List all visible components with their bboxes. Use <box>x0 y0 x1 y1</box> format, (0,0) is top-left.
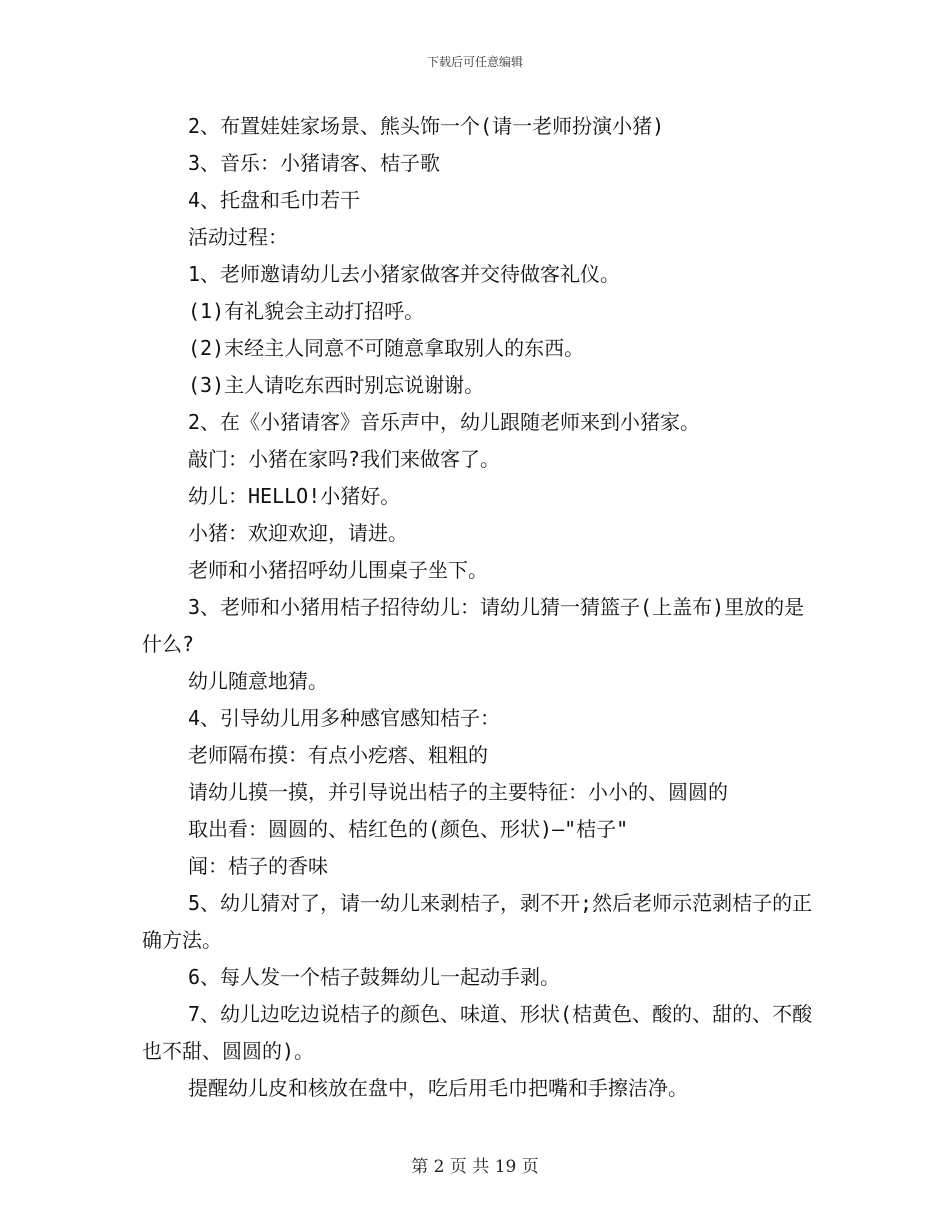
paragraph: (3)主人请吃东西时别忘说谢谢。 <box>188 373 485 397</box>
paragraph: 6、每人发一个桔子鼓舞幼儿一起动手剥。 <box>188 965 561 989</box>
paragraph: 7、幼儿边吃边说桔子的颜色、味道、形状(桔黄色、酸的、甜的、不酸也不甜、圆圆的)。 <box>142 1002 813 1063</box>
paragraph: 提醒幼儿皮和核放在盘中，吃后用毛巾把嘴和手擦洁净。 <box>188 1076 688 1100</box>
paragraph: 请幼儿摸一摸，并引导说出桔子的主要特征：小小的、圆圆的 <box>188 780 728 804</box>
paragraph: 5、幼儿猜对了，请一幼儿来剥桔子，剥不开;然后老师示范剥桔子的正确方法。 <box>142 891 813 952</box>
section-heading: 活动过程： <box>188 225 288 249</box>
paragraph: (1)有礼貌会主动打招呼。 <box>188 299 425 323</box>
paragraph: 小猪：欢迎欢迎，请进。 <box>188 521 408 545</box>
paragraph: 1、老师邀请幼儿去小猪家做客并交待做客礼仪。 <box>188 262 621 286</box>
paragraph: 3、音乐：小猪请客、桔子歌 <box>188 151 441 175</box>
paragraph: 幼儿：HELLO!小猪好。 <box>188 484 401 508</box>
paragraph: 幼儿随意地猜。 <box>188 669 328 693</box>
paragraph: 4、托盘和毛巾若干 <box>188 188 361 212</box>
paragraph: 老师隔布摸：有点小疙瘩、粗粗的 <box>188 743 488 767</box>
paragraph: 2、布置娃娃家场景、熊头饰一个(请一老师扮演小猪) <box>188 114 665 138</box>
paragraph: (2)末经主人同意不可随意拿取别人的东西。 <box>188 336 585 360</box>
paragraph: 3、老师和小猪用桔子招待幼儿：请幼儿猜一猜篮子(上盖布)里放的是什么? <box>142 595 805 656</box>
document-body <box>142 108 822 1107</box>
header-note: 下载后可任意编辑 <box>426 55 523 69</box>
paragraph: 2、在《小猪请客》音乐声中，幼儿跟随老师来到小猪家。 <box>188 410 701 434</box>
paragraph: 敲门：小猪在家吗?我们来做客了。 <box>188 447 501 471</box>
page-number: 第 2 页 共 19 页 <box>411 1157 539 1177</box>
paragraph: 4、引导幼儿用多种感官感知桔子： <box>188 706 501 730</box>
paragraph: 老师和小猪招呼幼儿围桌子坐下。 <box>188 558 488 582</box>
paragraph: 闻：桔子的香味 <box>188 854 328 878</box>
paragraph: 取出看：圆圆的、桔红色的(颜色、形状)—"桔子" <box>188 817 629 841</box>
